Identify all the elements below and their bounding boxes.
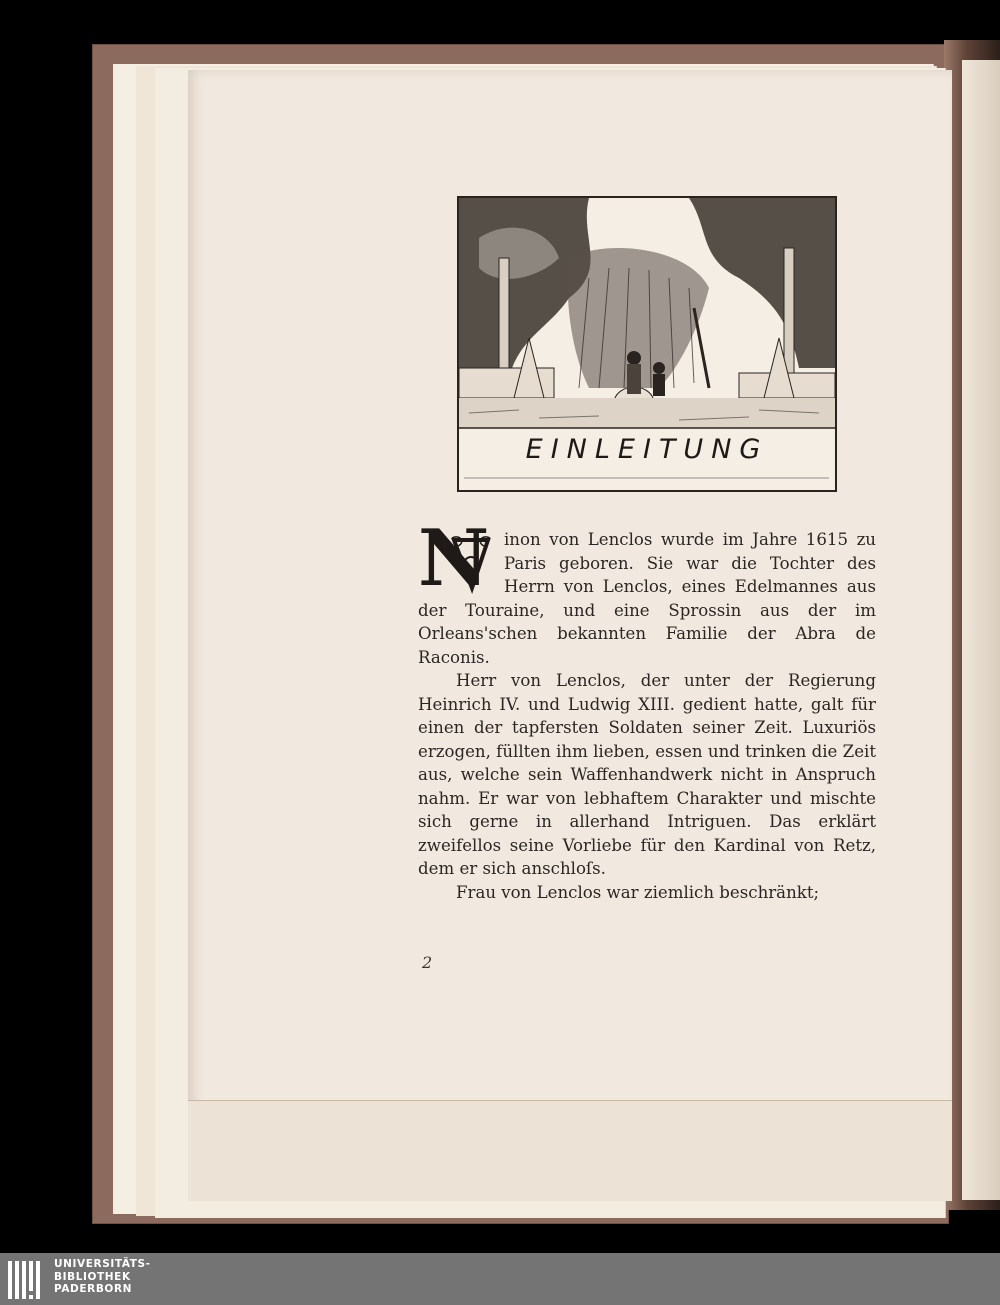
decorated-initial [412, 513, 498, 604]
paragraph: Frau von Lenclos war ziemlich beschränkt; [456, 882, 820, 902]
chapter-heading: EINLEITUNG [525, 434, 769, 465]
library-name-line: PADERBORN [54, 1283, 133, 1295]
torn-page-bottom [188, 1100, 952, 1201]
initial-ornament-icon [448, 534, 494, 594]
library-footer [0, 1253, 1000, 1305]
library-name-line: BIBLIOTHEK [54, 1270, 131, 1283]
facing-page-edge [962, 60, 1000, 1200]
library-name-line: UNIVERSITÄTS- [54, 1258, 151, 1270]
university-library-logo-icon [6, 1257, 48, 1303]
library-name [54, 1258, 151, 1296]
paragraph: Herr von Lenclos, der unter der Regierung Heinrich IV. und Ludwig XIII. gedient hatte, galt für einen der tapfersten Soldaten seiner Zeit. Luxuriös erzogen, füllten ihm lieben, essen und trinken die Zeit aus, welche sein Waffenhandwerk nicht in Anspruch nahm. Er war von lebhaftem Charakter und mischte sich gerne in allerhand Intriguen. Das erklärt zweifellos seine Vorliebe für den Kardinal von Retz, dem er sich anschloſs. [418, 671, 876, 878]
body-text [418, 513, 876, 904]
page-number: 2 [422, 953, 433, 972]
initial-letter: N [418, 513, 490, 604]
header-illustration [457, 196, 837, 492]
paragraph: inon von Lenclos wurde im Jahre 1615 zu Paris geboren. Sie war die Tochter des Herrn von Lenclos, eines Edelmannes aus der Touraine, und eine Sprossin aus der im Orleans'schen bekannten Familie der Abra de Raconis. [418, 530, 876, 667]
